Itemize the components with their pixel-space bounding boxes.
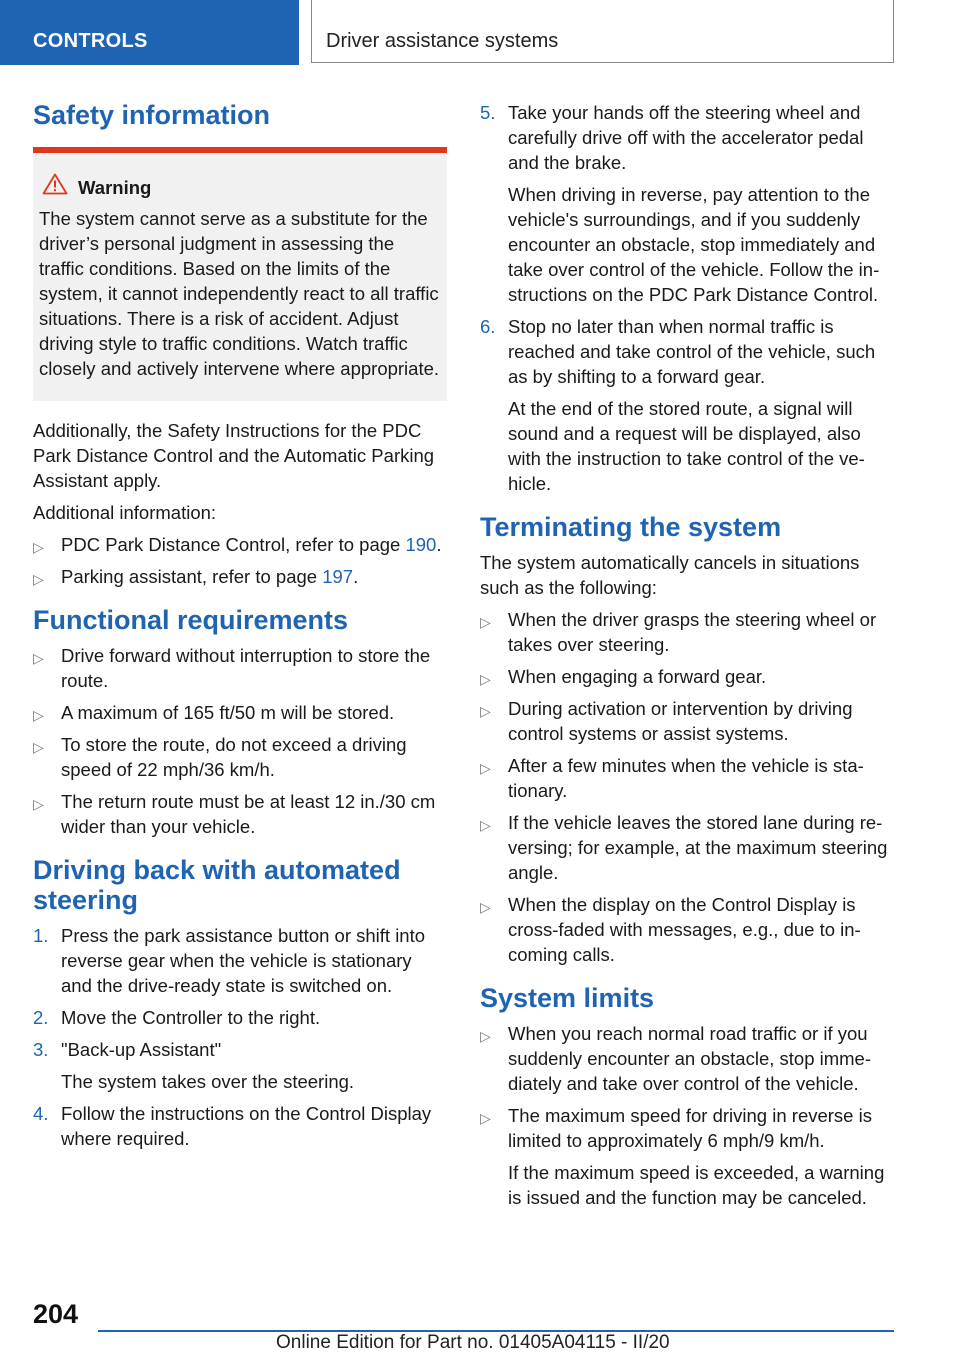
triangle-right-bullet-icon: ▷ xyxy=(33,650,44,666)
section-title: CONTROLS xyxy=(33,30,148,52)
list-item xyxy=(33,643,447,693)
step-item xyxy=(33,923,447,998)
step-item xyxy=(33,1005,447,1030)
list-item-text: When engaging a forward gear. xyxy=(508,666,767,687)
driving-back-steps-a xyxy=(33,923,447,1151)
list-item-text: Parking assistant, refer to page xyxy=(61,566,323,587)
limits-list xyxy=(480,1021,894,1210)
terminating-list xyxy=(480,607,894,967)
triangle-right-bullet-icon: ▷ xyxy=(33,571,44,587)
additional-info-list xyxy=(33,532,447,589)
step-item xyxy=(480,100,894,307)
warning-text: The system cannot serve as a substitute for the driver’s personal judgment in assessing the traffic conditions. Based on the limits of the system, it cannot independently react to all traffic situations. There is a risk of accident. Adjust driving style to traffic conditions. Watch traffic closely and actively intervene where appropriate. xyxy=(39,208,440,379)
page-number: 204 xyxy=(33,1299,79,1329)
terminating-heading: Terminating the system xyxy=(480,512,782,542)
list-item xyxy=(33,700,447,725)
step-text: Follow the instructions on the Control Display where required. xyxy=(61,1103,432,1149)
triangle-right-bullet-icon: ▷ xyxy=(33,539,44,555)
step-subtext: When driving in reverse, pay attention to the vehicle's surroundings, and if you suddenly encounter an obstacle, stop immediately and take over control of the vehicle. Follow the instructions on the PDC Park Distance Control. xyxy=(508,184,880,305)
left-column xyxy=(33,100,447,1161)
list-item-text: When you reach normal road traffic or if you suddenly encounter an obstacle, stop immediately and take over control of the vehicle. xyxy=(508,1023,872,1094)
step-text: "Back-up Assistant" xyxy=(61,1039,222,1060)
safety-paragraph-2: Additional information: xyxy=(33,502,217,523)
list-item xyxy=(480,1021,894,1096)
step-item xyxy=(33,1101,447,1151)
list-item-text: To store the route, do not exceed a driving speed of 22 mph/36 km/h. xyxy=(61,734,407,780)
list-item xyxy=(480,696,894,746)
step-number: 5. xyxy=(480,102,496,123)
list-item-text: When the driver grasps the steering wheel or takes over steering. xyxy=(508,609,877,655)
triangle-right-bullet-icon: ▷ xyxy=(480,614,491,630)
triangle-right-bullet-icon: ▷ xyxy=(33,707,44,723)
step-text: Take your hands off the steering wheel and carefully drive off with the accelerator pedal and the brake. xyxy=(508,102,864,173)
list-item xyxy=(33,532,447,557)
list-item-text: The maximum speed for driving in reverse is limited to approximately 6 mph/9 km/h. xyxy=(508,1105,872,1151)
list-item-text: A maximum of 165 ft/50 m will be stored. xyxy=(61,702,395,723)
safety-heading: Safety information xyxy=(33,100,271,130)
step-number: 4. xyxy=(33,1103,49,1124)
chapter-title: Driver assistance systems xyxy=(326,30,559,52)
list-item-suffix: . xyxy=(353,566,359,587)
list-item-text: Drive forward without interruption to store the route. xyxy=(61,645,431,691)
driving-back-steps-b xyxy=(480,100,894,496)
list-item xyxy=(33,564,447,589)
triangle-right-bullet-icon: ▷ xyxy=(480,899,491,915)
list-item-text: When the display on the Control Display is cross-faded with messages, e.g., due to incoming calls. xyxy=(508,894,861,965)
list-item-suffix: . xyxy=(436,534,442,555)
functional-list xyxy=(33,643,447,839)
triangle-right-bullet-icon: ▷ xyxy=(480,817,491,833)
triangle-right-bullet-icon: ▷ xyxy=(480,1110,491,1126)
warning-triangle-icon xyxy=(42,173,68,195)
warning-title-row xyxy=(78,175,441,200)
safety-paragraph-1: Additionally, the Safety Instructions for the PDC Park Distance Control and the Automatic Parking Assistant apply. xyxy=(33,420,435,491)
page-link[interactable]: 197 xyxy=(322,566,354,587)
functional-heading: Functional requirements xyxy=(33,605,349,635)
step-text: Stop no later than when normal traffic is reached and take control of the vehicle, such as by shifting to a forward gear. xyxy=(508,316,876,387)
step-item xyxy=(480,314,894,496)
section-tab xyxy=(0,0,299,65)
edition-note: Online Edition for Part no. 01405A04115 - II/20 xyxy=(276,1332,670,1353)
step-number: 2. xyxy=(33,1007,49,1028)
list-item xyxy=(33,789,447,839)
triangle-right-bullet-icon: ▷ xyxy=(33,796,44,812)
list-item xyxy=(480,810,894,885)
step-number: 1. xyxy=(33,925,49,946)
list-item-subtext: If the maximum speed is exceeded, a warning is issued and the function may be canceled. xyxy=(508,1162,885,1208)
page-link[interactable]: 190 xyxy=(405,534,437,555)
chapter-tab xyxy=(311,0,894,63)
step-number: 3. xyxy=(33,1039,49,1060)
warning-box xyxy=(33,147,447,401)
triangle-right-bullet-icon: ▷ xyxy=(33,739,44,755)
list-item xyxy=(480,607,894,657)
step-text: Move the Controller to the right. xyxy=(61,1007,321,1028)
list-item xyxy=(480,664,894,689)
list-item xyxy=(33,732,447,782)
step-item xyxy=(33,1037,447,1094)
list-item xyxy=(480,753,894,803)
list-item-text: The return route must be at least 12 in./30 cm wider than your vehicle. xyxy=(61,791,436,837)
triangle-right-bullet-icon: ▷ xyxy=(480,1028,491,1044)
step-subtext: At the end of the stored route, a signal will sound and a request will be displayed, also with the instruction to take control of the vehicle. xyxy=(508,398,865,494)
step-subtext: The system takes over the steering. xyxy=(61,1071,355,1092)
triangle-right-bullet-icon: ▷ xyxy=(480,760,491,776)
driving-back-heading: Driving back with automated steering xyxy=(33,855,401,915)
list-item-text: If the vehicle leaves the stored lane during reversing; for example, at the maximum steering angle. xyxy=(508,812,888,883)
list-item xyxy=(480,1103,894,1210)
list-item-text: After a few minutes when the vehicle is stationary. xyxy=(508,755,864,801)
list-item-text: PDC Park Distance Control, refer to page xyxy=(61,534,406,555)
terminating-intro: The system automatically cancels in situations such as the following: xyxy=(480,552,860,598)
step-text: Press the park assistance button or shift into reverse gear when the vehicle is stationary and the drive-ready state is switched on. xyxy=(61,925,426,996)
step-number: 6. xyxy=(480,316,496,337)
limits-heading: System limits xyxy=(480,983,655,1013)
triangle-right-bullet-icon: ▷ xyxy=(480,671,491,687)
right-column xyxy=(480,100,894,1220)
warning-title: Warning xyxy=(78,177,152,198)
list-item-text: During activation or intervention by driving control systems or assist systems. xyxy=(508,698,853,744)
triangle-right-bullet-icon: ▷ xyxy=(480,703,491,719)
list-item xyxy=(480,892,894,967)
